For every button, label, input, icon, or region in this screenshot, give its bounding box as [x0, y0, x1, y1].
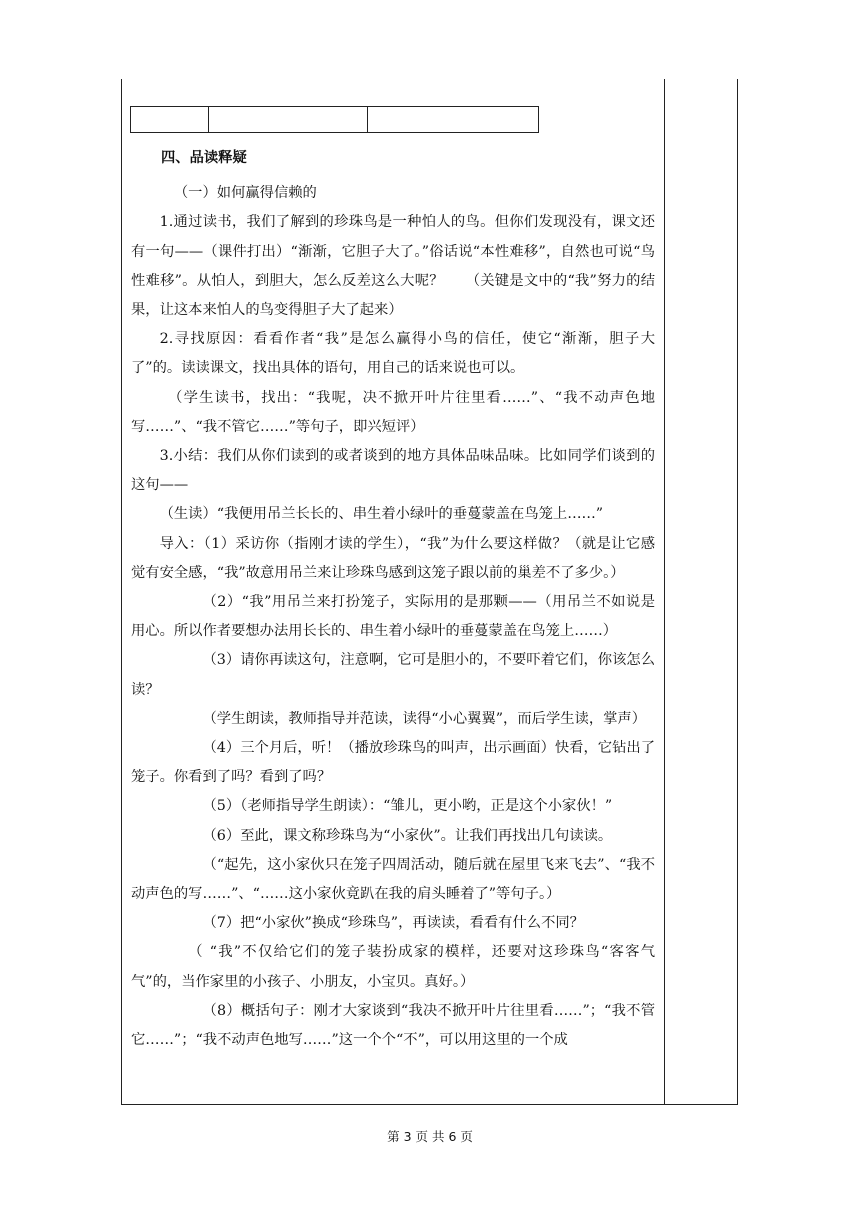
- empty-inner-table: [130, 106, 539, 133]
- paragraph: （学生朗读，教师指导并范读，读得“小心翼翼”，而后学生读，掌声）: [202, 710, 647, 727]
- table-cell: [368, 107, 538, 132]
- paragraph: （2）“我”用吊兰来打扮笼子，实际用的是那颗——（用吊兰不如说是用心。所以作者要想办法用长长的、串生着小绿叶的垂蔓蒙盖在鸟笼上……）: [131, 594, 655, 640]
- lesson-content: [131, 144, 655, 1055]
- paragraph: （生读）“我便用吊兰长长的、串生着小绿叶的垂蔓蒙盖在鸟笼上……”: [159, 506, 604, 523]
- paragraph: （4）三个月后，听！（播放珍珠鸟的叫声，出示画面）快看，它钻出了笼子。你看到了吗？看到了吗？: [131, 740, 655, 786]
- paragraph: 导入：（1）采访你（指刚才读的学生），“我”为什么要这样做？（就是让它感觉有安全感，“我”故意用吊兰来让珍珠鸟感到这笼子跟以前的巢差不了多少。）: [131, 535, 655, 581]
- paragraph: （“起先，这小家伙只在笼子四周活动，随后就在屋里飞来飞去”、“我不动声色的写……”、“……这小家伙竟趴在我的肩头睡着了”等句子。）: [131, 856, 655, 903]
- table-cell: [209, 107, 368, 132]
- table-cell: [131, 107, 209, 132]
- paragraph: （6）至此，课文称珍珠鸟为“小家伙”。让我们再找出几句读读。: [202, 827, 613, 844]
- page-footer: 第 3 页 共 6 页: [387, 1129, 473, 1144]
- paragraph: 1.通过读书，我们了解到的珍珠鸟是一种怕人的鸟。但你们发现没有，课文还有一句——（课件打出）“渐渐，它胆子大了。”俗话说“本性难移”，自然也可说“鸟性难移”。从怕人，到胆大，怎么反差这么大呢？ （关键是文中的“我”努力的结果，让这本来怕人的鸟变得胆子大了起来）: [131, 214, 655, 319]
- paragraph: （5）（老师指导学生朗读）：“雏儿，更小哟，正是这个小家伙！”: [202, 798, 613, 815]
- section-heading: 四、品读释疑: [161, 150, 247, 166]
- paragraph: （学生读书，找出：“我呢，决不掀开叶片往里看……”、“我不动声色地写……”、“我不管它……”等句子，即兴短评）: [131, 389, 655, 435]
- paragraph: （8）概括句子：刚才大家谈到“我决不掀开叶片往里看……”；“我不管它……”；“我不动声色地写……”这一个个“不”，可以用这里的一个成: [131, 1002, 655, 1049]
- table-column-divider: [664, 79, 665, 1105]
- paragraph: （3）请你再读这句，注意啊，它可是胆小的，不要吓着它们，你该怎么读？: [131, 652, 655, 698]
- paragraph: （ “我”不仅给它们的笼子装扮成家的模样，还要对这珍珠鸟“客客气气”的，当作家里的小孩子、小朋友，小宝贝。真好。）: [131, 944, 655, 990]
- paragraph: 2.寻找原因：看看作者“我”是怎么赢得小鸟的信任，使它“渐渐，胆子大了”的。读读课文，找出具体的语句，用自己的话来说也可以。: [131, 331, 655, 377]
- paragraph: 3.小结：我们从你们读到的或者谈到的地方具体品味品味。比如同学们谈到的这句——: [131, 448, 655, 494]
- subheading: （一）如何赢得信赖的: [173, 185, 317, 202]
- paragraph: （7）把“小家伙”换成“珍珠鸟”，再读读，看看有什么不同？: [202, 915, 584, 932]
